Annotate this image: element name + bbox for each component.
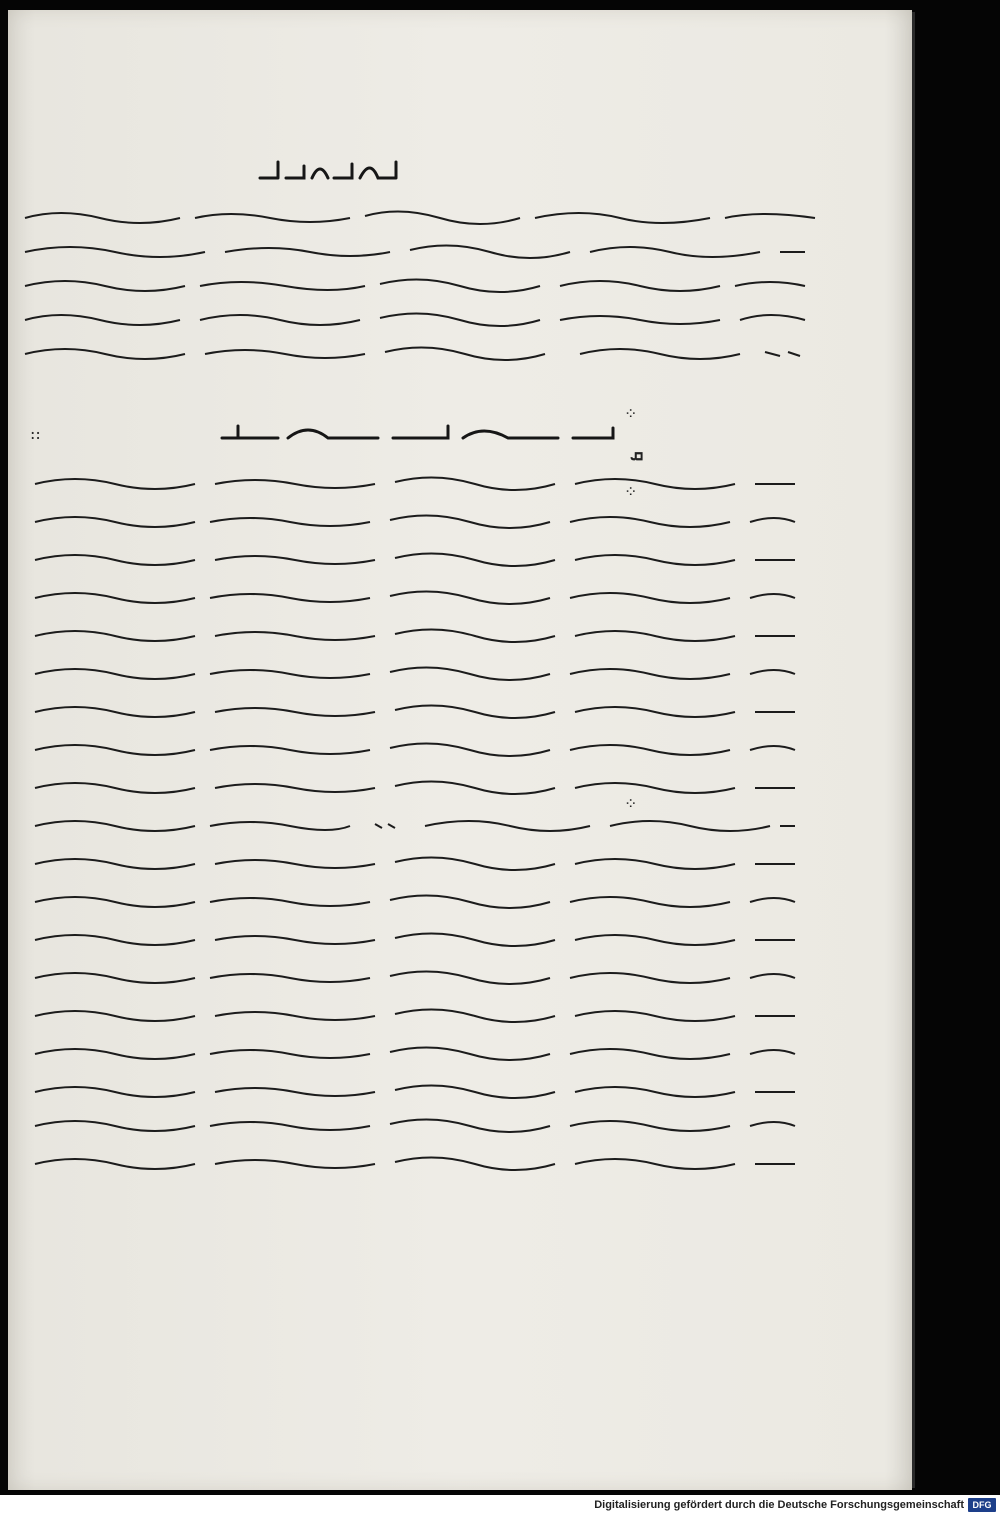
margin-ornament: ⁘ [624, 404, 638, 423]
text-line [20, 202, 820, 228]
footer-bar [0, 1495, 1000, 1517]
margin-ornament: ⁘ [624, 482, 638, 501]
text-line [30, 962, 800, 988]
text-line [30, 1110, 800, 1136]
text-line [30, 886, 800, 912]
text-line [30, 772, 800, 798]
text-line [30, 1076, 800, 1102]
heading-script [256, 152, 406, 186]
margin-ornament: ⁘ [624, 794, 638, 813]
heading-line [256, 152, 406, 186]
text-line [20, 304, 810, 330]
text-line [20, 236, 810, 262]
text-line [30, 544, 800, 570]
text-line [30, 620, 800, 646]
section-divider: :: [30, 424, 41, 443]
text-line [30, 734, 800, 760]
text-line [30, 1000, 800, 1026]
folio-number: ܩ [630, 444, 644, 465]
section-heading [218, 416, 618, 446]
text-line [30, 924, 800, 950]
text-line [30, 810, 800, 836]
text-line [30, 468, 800, 494]
page-edge [912, 12, 915, 1488]
text-line [30, 1148, 800, 1174]
text-line [30, 582, 800, 608]
dfg-logo: DFG [968, 1498, 996, 1512]
footer-credit: Digitalisierung gefördert durch die Deutsche Forschungsgemeinschaft [594, 1499, 964, 1511]
text-line [20, 270, 810, 296]
manuscript-page [8, 10, 912, 1490]
text-line [30, 848, 800, 874]
text-line [30, 658, 800, 684]
text-line [30, 696, 800, 722]
text-line [20, 338, 810, 364]
text-line [30, 506, 800, 532]
text-line [30, 1038, 800, 1064]
